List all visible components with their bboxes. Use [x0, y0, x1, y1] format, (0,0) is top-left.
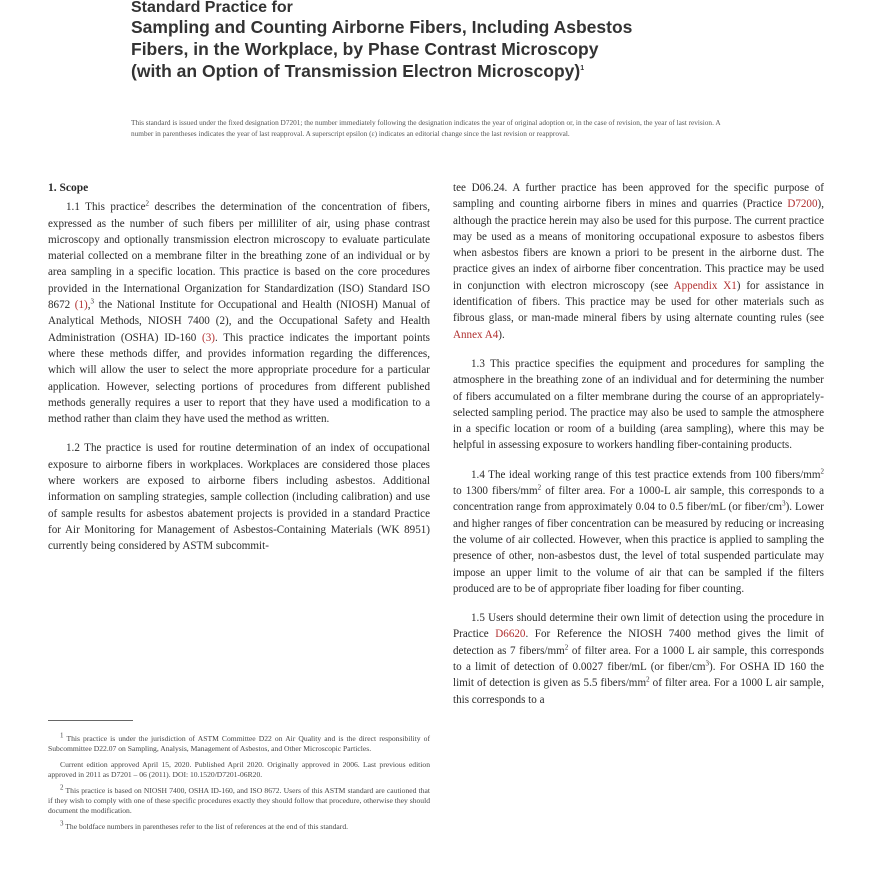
title-footnote-mark: 1 — [580, 65, 585, 73]
p5-sup-3: 2 — [646, 675, 650, 684]
p4-sup-3: 3 — [782, 499, 786, 508]
left-column — [48, 180, 430, 568]
p5-text-e: of filter area. For a 1000 L air sample, this corresponds to a — [453, 677, 824, 706]
title-line-4-text: (with an Option of Transmission Electron Microscopy) — [131, 61, 581, 81]
p2-cont-text-d: ). — [498, 328, 505, 341]
p5-sup-1: 2 — [564, 643, 569, 652]
p1-text-e: . This practice indicates the important points where these methods differ, and provides information regarding the differences, which will allow the user to select the more appropriate procedure for a particular application. However, selecting portions of procedures from different published methods generally requires a user to report that they have used a modification to a method rather than claim they have used the method as written. — [48, 331, 430, 426]
title-line-3: Fibers, in the Workplace, by Phase Contrast Microscopy — [131, 39, 599, 59]
standard-designation-note: This standard is issued under the fixed designation D7201; the number immediately following the designation indicates the year of original adoption or, in the case of revision, the year of last revision. A number in parentheses indicates the year of last reapproval. A superscript epsilon (ε) indicates an editorial change since the last revision or reapproval. — [131, 118, 721, 138]
p4-text-c: of filter area. For a 1000-L air sample, this corresponds to a concentration range from approximately 0.04 to 0.5 fiber/mL (or fiber/cm — [453, 485, 824, 514]
reference-link-3[interactable]: (3) — [202, 331, 215, 344]
p5-text-d: ). For OSHA ID 160 the limit of detection is given as 5.5 fibers/mm — [453, 661, 824, 690]
p5-text-b: . For Reference the NIOSH 7400 method gives the limit of detection as 7 fibers/mm — [453, 628, 824, 657]
right-column — [453, 180, 824, 721]
p2-cont-text-c: ) for assistance in identification of fibers. This practice may be used for other materials such as fibrous glass, or man-made mineral fibers by using alternate counting rules (see — [453, 279, 824, 325]
footnote-3-mark: 3 — [60, 819, 64, 828]
p4-sup-1: 2 — [820, 467, 824, 476]
title-line-1: Standard Practice for — [131, 0, 293, 16]
p5-text-c: of filter area. For a 1000 L air sample, this corresponds to a limit of detection of 0.0027 fiber/mL (or fiber/cm — [453, 644, 824, 674]
p1-footnote-2: 2 — [145, 199, 150, 208]
footnote-2-mark: 2 — [60, 783, 64, 792]
p1-text-c: , — [87, 299, 91, 312]
reference-link-1[interactable]: (1) — [74, 299, 88, 312]
footnote-2-text: This practice is based on NIOSH 7400, OSHA ID-160, and ISO 8672. Users of this ASTM standard are cautioned that if they wish to comply with one of these specific procedures exactly they should follow that procedure, otherwise they should document the modification. — [48, 786, 430, 815]
footnote-1-mark: 1 — [60, 731, 64, 740]
section-heading-scope: 1. Scope — [48, 182, 89, 194]
appendix-x1-link[interactable]: Appendix X1 — [673, 279, 737, 292]
p4-sup-2: 2 — [537, 483, 542, 492]
practice-d7200-link[interactable]: D7200 — [787, 198, 818, 211]
footnote-2 — [48, 783, 430, 816]
paragraph-1-2-continued — [453, 180, 824, 343]
p4-text-b: to 1300 fibers/mm — [453, 485, 538, 498]
p1-footnote-3: 3 — [90, 297, 94, 306]
paragraph-1-1 — [48, 199, 430, 427]
p1-text-d: the National Institute for Occupational and Health (NIOSH) Manual of Analytical Methods, NIOSH 7400 (2), and the Occupational Safety and Health Administration (OSHA) ID-160 — [48, 299, 430, 344]
p5-sup-2: 3 — [705, 659, 710, 668]
paragraph-1-4 — [453, 467, 824, 597]
footnote-3-text: The boldface numbers in parentheses refer to the list of references at the end of this standard. — [63, 822, 349, 831]
paragraph-1-2: 1.2 The practice is used for routine determination of an index of occupational exposure to airborne fibers in workplaces. Workplaces are considered those places where workers are exposed to airborne fibers including asbestos. Additional information on sampling strategies, sample collection (including calibration) and use of sample results for asbestos abatement projects is provided in a standard Practice for Air Monitoring for Management of Asbestos-Containing Materials (WK 8951) currently being considered by ASTM subcommit- — [48, 442, 430, 553]
p4-text-a: 1.4 The ideal working range of this test practice extends from 100 fibers/mm — [471, 468, 821, 481]
footnote-divider — [48, 720, 133, 721]
paragraph-1-3: 1.3 This practice specifies the equipment and procedures for sampling the atmosphere in the breathing zone of an individual and for determining the number of fibers accumulated on a filter membrane during the course of an appropriately-selected sampling period. The practice may also be used to sample the atmosphere in a specific location or room of a building (area sampling), where this may be helpful in assessing exposure to workers handling fiber-containing products. — [453, 357, 824, 452]
p1-text-a: 1.1 This practice — [66, 201, 146, 214]
title-line-4 — [131, 60, 741, 82]
p2-cont-text-b: ), although the practice herein may also be used for this purpose. The current practice may be used as a means of monitoring occupational exposure to asbestos fibers when asbestos fibers are known a priori to be present in the airborne dust. The practice gives an index of airborne fiber concentration. This practice may be used in conjunction with electron microscopy (see — [453, 198, 824, 292]
p4-text-d: ). Lower and higher ranges of fiber concentration can be measured by reducing or increasing the volume of air collected. However, when this practice is applied to sampling the presence of other, non-asbestos dust, the level of total suspended particulate may impose an upper limit to the volume of air that can be sampled if the filters produced are to be of appropriate fiber loading for fiber counting. — [453, 501, 824, 595]
footnote-1-edition: Current edition approved April 15, 2020. Published April 2020. Originally approved in 2006. Last previous edition approved in 2011 as D7201 – 06 (2011). DOI: 10.1520/D7201-06R20. — [48, 760, 430, 779]
document-header — [131, 0, 741, 82]
p5-text-a: 1.5 Users should determine their own limit of detection using the procedure in Practice — [453, 612, 824, 641]
p1-text-b: describes the determination of the concentration of fibers, expressed as the number of such fibers per milliliter of air, using phase contrast microscopy and optionally transmission electron microscopy to evaluate particulate material collected on a membrane filter in the breathing zone of an individual or by area sampling in a specific location. This practice is based on the core procedures provided in the International Organization for Standardization (ISO) Standard ISO 8672 — [48, 201, 430, 312]
footnote-1 — [48, 731, 430, 754]
practice-d6620-link[interactable]: D6620 — [495, 628, 526, 641]
paragraph-1-5 — [453, 610, 824, 708]
title-line-2: Sampling and Counting Airborne Fibers, Including Asbestos — [131, 17, 633, 37]
footnote-1-text: This practice is under the jurisdiction of ASTM Committee D22 on Air Quality and is the direct responsibility of Subcommittee D22.07 on Sampling, Analysis, Management of Asbestos, and Other Microscopic Particles. — [48, 734, 430, 753]
annex-a4-link[interactable]: Annex A4 — [453, 328, 499, 341]
p2-cont-text-a: tee D06.24. A further practice has been approved for the specific purpose of sampling and counting airborne fibers in mines and quarries (Practice — [453, 182, 824, 211]
footnotes — [48, 731, 430, 838]
footnote-3 — [48, 819, 430, 832]
